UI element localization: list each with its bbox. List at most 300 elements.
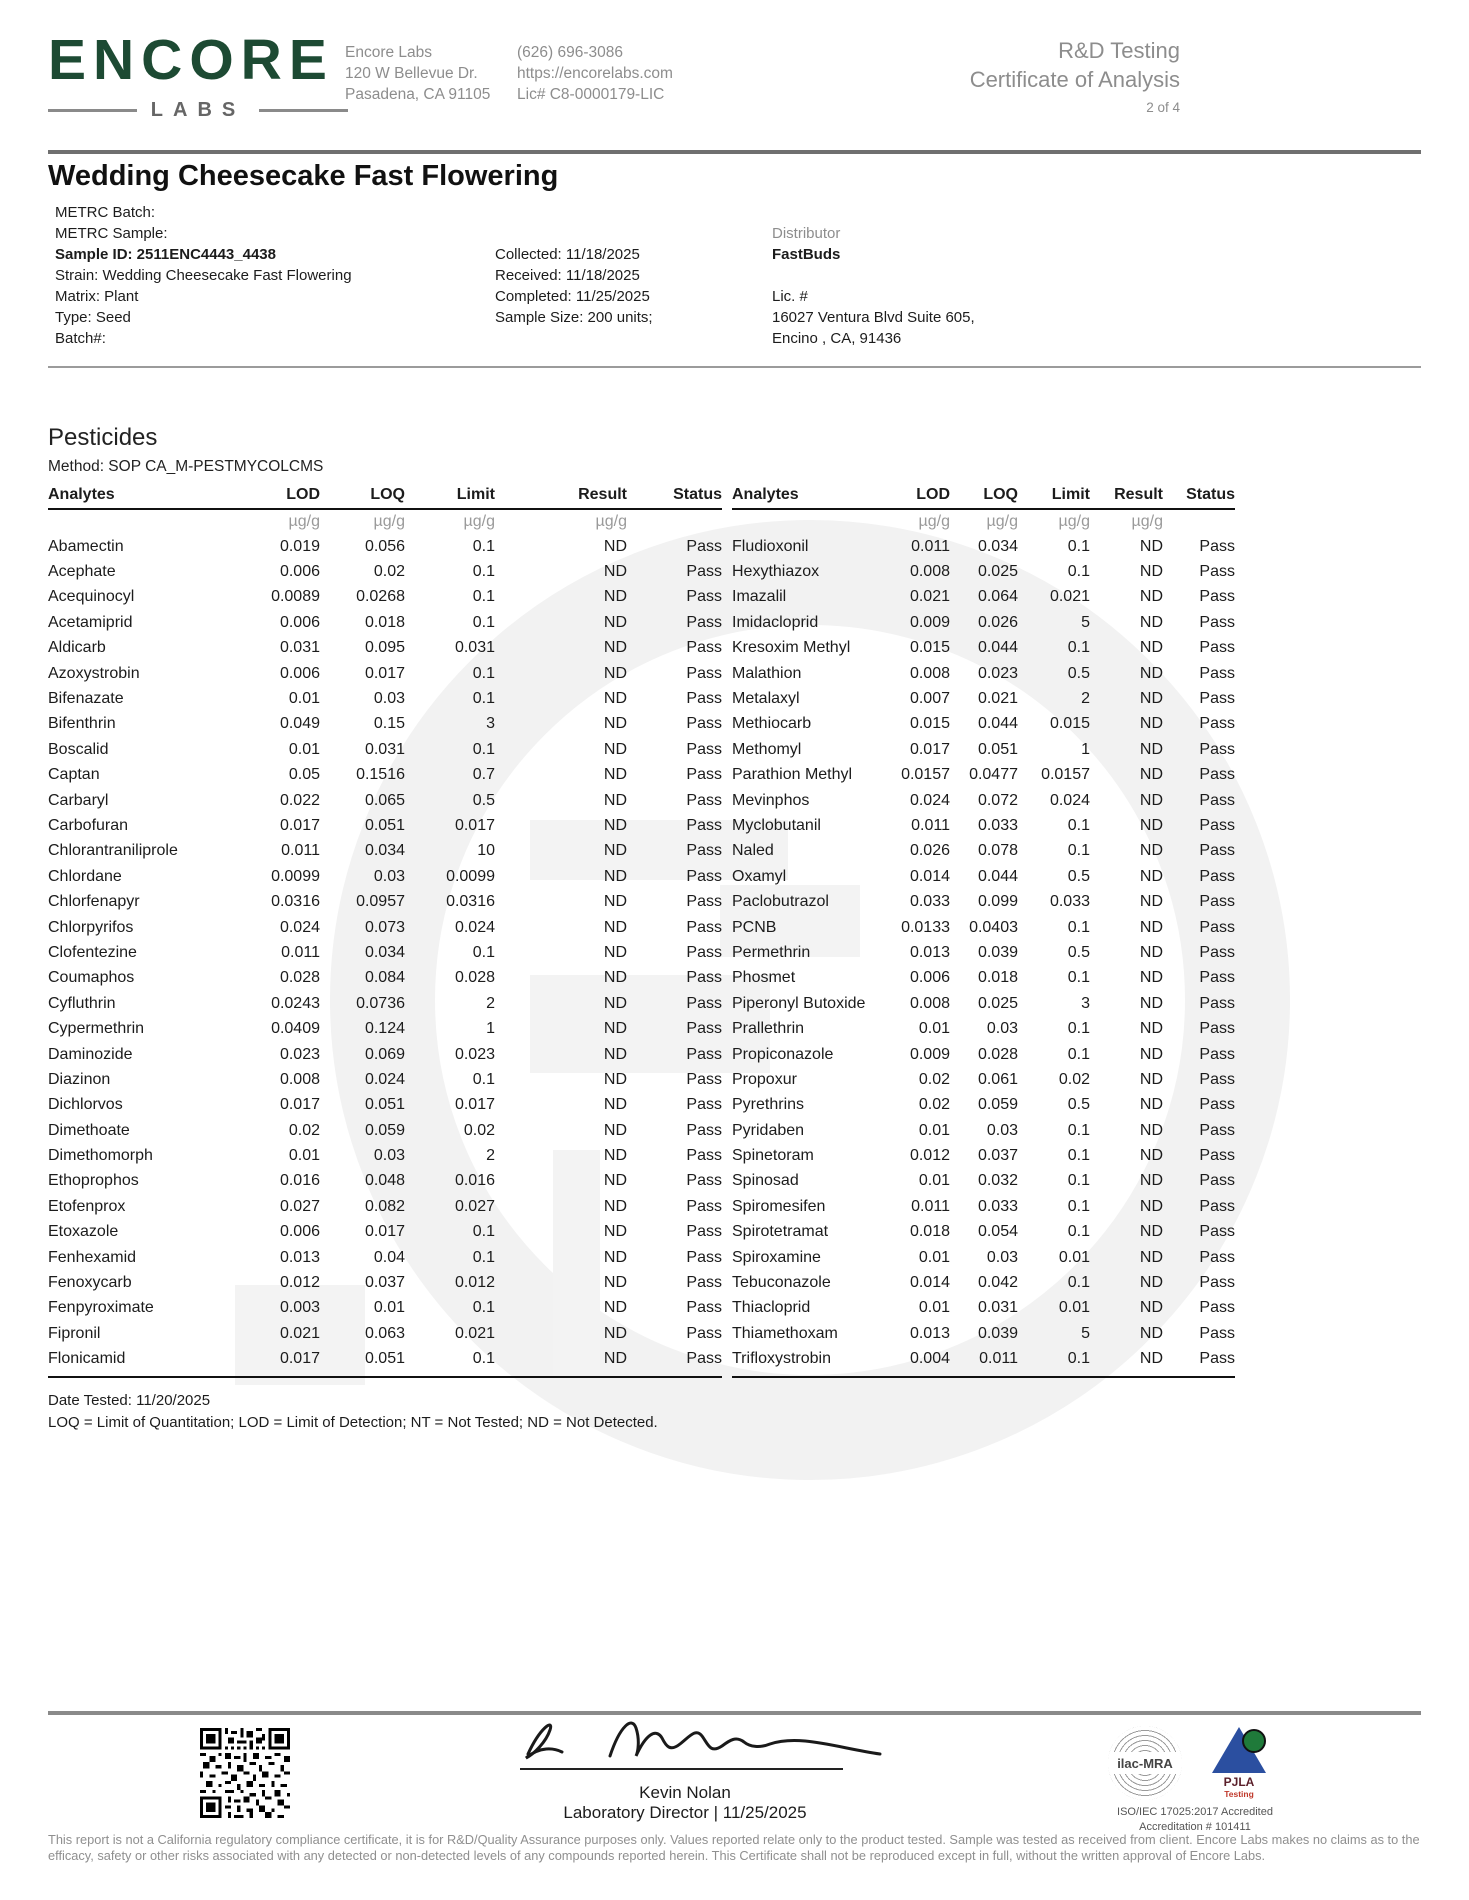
loq-value: 0.048 <box>364 1172 405 1190</box>
distributor-address1: 16027 Ventura Blvd Suite 605, <box>772 309 975 326</box>
status-value: Pass <box>1199 1350 1235 1368</box>
lod-value: 0.017 <box>909 740 950 758</box>
limit-value: 0.0099 <box>446 867 495 885</box>
lod-value: 0.01 <box>288 740 320 758</box>
analyte-name: Parathion Methyl <box>732 766 853 784</box>
lod-value: 0.021 <box>279 1324 320 1342</box>
table-row <box>48 1296 722 1321</box>
metrc-batch: METRC Batch: <box>55 204 156 221</box>
page-indicator: 2 of 4 <box>1146 100 1180 115</box>
lod-value: 0.011 <box>911 816 950 834</box>
status-value: Pass <box>686 664 722 682</box>
table-row <box>732 940 1235 965</box>
col-limit: Limit <box>1051 486 1090 503</box>
status-value: Pass <box>1199 842 1235 860</box>
limit-value: 0.1 <box>472 1070 495 1088</box>
loq-value: 0.017 <box>364 664 405 682</box>
analyte-name: Carbaryl <box>48 791 109 809</box>
analyte-name: Spirotetramat <box>732 1223 829 1241</box>
analyte-name: Abamectin <box>48 537 124 555</box>
col-analytes: Analytes <box>732 486 799 503</box>
analyte-name: Oxamyl <box>732 867 787 885</box>
analyte-name: Fenpyroximate <box>48 1299 154 1317</box>
analyte-name: Cypermethrin <box>48 1020 145 1038</box>
limit-value: 0.1 <box>472 588 495 606</box>
table-row <box>48 1194 722 1219</box>
table-row <box>732 712 1235 737</box>
strain: Strain: Wedding Cheesecake Fast Flowering <box>55 267 352 284</box>
lod-value: 0.01 <box>918 1172 950 1190</box>
status-value: Pass <box>686 1020 722 1038</box>
loq-value: 0.063 <box>364 1324 405 1342</box>
result-value: ND <box>1139 791 1163 809</box>
table-row <box>732 889 1235 914</box>
units-row <box>48 510 722 534</box>
result-value: ND <box>1139 690 1163 708</box>
loq-value: 0.061 <box>977 1070 1018 1088</box>
unit-label: µg/g <box>918 513 950 530</box>
lab-phone: (626) 696-3086 <box>517 44 623 61</box>
status-value: Pass <box>686 1324 722 1342</box>
analyte-name: Aldicarb <box>48 639 106 657</box>
table-row <box>48 763 722 788</box>
analyte-name: Paclobutrazol <box>732 893 829 911</box>
lod-value: 0.009 <box>909 1045 950 1063</box>
result-value: ND <box>603 1197 627 1215</box>
lod-value: 0.01 <box>288 690 320 708</box>
status-value: Pass <box>1199 1096 1235 1114</box>
lod-value: 0.019 <box>279 537 320 555</box>
limit-value: 0.0316 <box>446 893 495 911</box>
loq-value: 0.051 <box>977 740 1018 758</box>
analyte-name: Acequinocyl <box>48 588 135 606</box>
sample-id: Sample ID: 2511ENC4443_4438 <box>55 246 276 263</box>
qr-code <box>200 1728 290 1818</box>
status-value: Pass <box>1199 639 1235 657</box>
analyte-name: Ethoprophos <box>48 1172 139 1190</box>
units-row <box>732 510 1235 534</box>
result-value: ND <box>1139 1070 1163 1088</box>
lod-value: 0.015 <box>909 639 950 657</box>
accreditation-block <box>1080 1726 1310 1835</box>
table-row <box>48 1042 722 1067</box>
table-row <box>732 1245 1235 1270</box>
table-row <box>732 1296 1235 1321</box>
lod-value: 0.028 <box>279 969 320 987</box>
result-value: ND <box>603 1324 627 1342</box>
lod-value: 0.016 <box>279 1172 320 1190</box>
limit-value: 0.015 <box>1049 715 1090 733</box>
loq-value: 0.051 <box>364 1350 405 1368</box>
table-row <box>732 737 1235 762</box>
limit-value: 0.02 <box>463 1121 495 1139</box>
table-row <box>48 737 722 762</box>
table-row <box>732 1270 1235 1295</box>
pjla-logo <box>1196 1727 1282 1799</box>
loq-value: 0.084 <box>364 969 405 987</box>
signer-title: Laboratory Director | 11/25/2025 <box>563 1803 807 1822</box>
col-status: Status <box>1186 486 1235 503</box>
status-value: Pass <box>686 1248 722 1266</box>
analyte-name: Chlordane <box>48 867 122 885</box>
analyte-name: Flonicamid <box>48 1350 126 1368</box>
status-value: Pass <box>686 1172 722 1190</box>
limit-value: 0.1 <box>1067 1121 1090 1139</box>
result-value: ND <box>1139 740 1163 758</box>
status-value: Pass <box>686 1223 722 1241</box>
result-value: ND <box>603 816 627 834</box>
analyte-name: Etoxazole <box>48 1223 119 1241</box>
status-value: Pass <box>1199 1299 1235 1317</box>
loq-value: 0.025 <box>977 994 1018 1012</box>
result-value: ND <box>1139 1045 1163 1063</box>
col-result: Result <box>1114 486 1163 503</box>
table-row <box>48 610 722 635</box>
table-row <box>732 559 1235 584</box>
lab-city: Pasadena, CA 91105 <box>345 86 491 103</box>
analyte-name: Bifenthrin <box>48 715 116 733</box>
analyte-name: Dimethoate <box>48 1121 130 1139</box>
result-value: ND <box>1139 1172 1163 1190</box>
lod-value: 0.006 <box>279 664 320 682</box>
status-value: Pass <box>686 1274 722 1292</box>
analyte-name: Daminozide <box>48 1045 133 1063</box>
analyte-name: Malathion <box>732 664 802 682</box>
analyte-name: Metalaxyl <box>732 690 800 708</box>
analyte-name: Permethrin <box>732 943 811 961</box>
result-value: ND <box>1139 918 1163 936</box>
lod-value: 0.017 <box>279 1350 320 1368</box>
limit-value: 0.1 <box>472 943 495 961</box>
table-body <box>48 534 722 1372</box>
unit-label: µg/g <box>986 513 1018 530</box>
table-header <box>732 482 1235 510</box>
analyte-name: Chlorpyrifos <box>48 918 134 936</box>
distributor-name: FastBuds <box>772 246 841 263</box>
analyte-name: Kresoxim Methyl <box>732 639 851 657</box>
table-row <box>48 585 722 610</box>
result-value: ND <box>1139 1248 1163 1266</box>
analyte-name: Mevinphos <box>732 791 810 809</box>
lod-value: 0.013 <box>909 943 950 961</box>
loq-value: 0.073 <box>364 918 405 936</box>
loq-value: 0.01 <box>373 1299 405 1317</box>
status-value: Pass <box>1199 537 1235 555</box>
result-value: ND <box>603 1248 627 1266</box>
analyte-name: Methiocarb <box>732 715 812 733</box>
analyte-name: Pyridaben <box>732 1121 805 1139</box>
report-type-block <box>820 36 1180 115</box>
limit-value: 5 <box>1081 1324 1090 1342</box>
analyte-name: Thiacloprid <box>732 1299 811 1317</box>
analyte-name: Spinosad <box>732 1172 799 1190</box>
lod-value: 0.023 <box>279 1045 320 1063</box>
table-row <box>732 1169 1235 1194</box>
status-value: Pass <box>1199 1121 1235 1139</box>
page-title: Wedding Cheesecake Fast Flowering <box>48 160 559 192</box>
lod-value: 0.027 <box>279 1197 320 1215</box>
lod-value: 0.017 <box>279 1096 320 1114</box>
analyte-name: Dichlorvos <box>48 1096 123 1114</box>
analyte-name: Trifloxystrobin <box>732 1350 831 1368</box>
limit-value: 0.031 <box>454 639 495 657</box>
result-value: ND <box>1139 943 1163 961</box>
analyte-name: Captan <box>48 766 100 784</box>
result-value: ND <box>603 1274 627 1292</box>
lod-value: 0.014 <box>909 867 950 885</box>
status-value: Pass <box>1199 943 1235 961</box>
result-value: ND <box>1139 766 1163 784</box>
status-value: Pass <box>686 1096 722 1114</box>
analyte-name: Bifenazate <box>48 690 124 708</box>
result-value: ND <box>603 563 627 581</box>
limit-value: 0.1 <box>472 690 495 708</box>
analyte-name: Acetamiprid <box>48 613 133 631</box>
table-row <box>732 839 1235 864</box>
limit-value: 0.1 <box>472 537 495 555</box>
table-row <box>48 915 722 940</box>
distributor-address2: Encino , CA, 91436 <box>772 330 902 347</box>
table-row <box>48 712 722 737</box>
limit-value: 0.1 <box>1067 1223 1090 1241</box>
result-value: ND <box>1139 613 1163 631</box>
table-row <box>732 1042 1235 1067</box>
distributor-license: Lic. # <box>772 288 808 305</box>
lod-value: 0.018 <box>909 1223 950 1241</box>
lab-website[interactable]: https://encorelabs.com <box>517 65 673 82</box>
status-value: Pass <box>1199 1248 1235 1266</box>
result-value: ND <box>603 766 627 784</box>
loq-value: 0.034 <box>364 943 405 961</box>
table-row <box>48 661 722 686</box>
lod-value: 0.003 <box>279 1299 320 1317</box>
analyte-name: Diazinon <box>48 1070 111 1088</box>
table-body <box>732 534 1235 1372</box>
col-loq: LOQ <box>983 486 1018 503</box>
analyte-name: Spinetoram <box>732 1147 814 1165</box>
limit-value: 0.7 <box>472 766 495 784</box>
status-value: Pass <box>1199 613 1235 631</box>
lod-value: 0.007 <box>909 690 950 708</box>
status-value: Pass <box>1199 867 1235 885</box>
lab-street: 120 W Bellevue Dr. <box>345 65 478 82</box>
status-value: Pass <box>1199 969 1235 987</box>
qr-code-graphic <box>200 1728 290 1818</box>
status-value: Pass <box>1199 740 1235 758</box>
limit-value: 0.024 <box>1049 791 1090 809</box>
lod-value: 0.022 <box>279 791 320 809</box>
loq-value: 0.0957 <box>356 893 405 911</box>
sample-type: Type: Seed <box>55 309 131 326</box>
status-value: Pass <box>686 690 722 708</box>
matrix: Matrix: Plant <box>55 288 139 305</box>
table-row <box>732 1220 1235 1245</box>
limit-value: 2 <box>486 1147 495 1165</box>
result-value: ND <box>603 1147 627 1165</box>
result-value: ND <box>603 1020 627 1038</box>
logo-bar-right <box>259 109 348 112</box>
table-row <box>48 991 722 1016</box>
analyte-name: Thiamethoxam <box>732 1324 838 1342</box>
lod-value: 0.0243 <box>271 994 320 1012</box>
lod-value: 0.01 <box>918 1248 950 1266</box>
loq-value: 0.0268 <box>356 588 405 606</box>
loq-value: 0.026 <box>977 613 1018 631</box>
result-value: ND <box>603 1045 627 1063</box>
result-value: ND <box>603 867 627 885</box>
loq-value: 0.032 <box>977 1172 1018 1190</box>
result-value: ND <box>1139 1197 1163 1215</box>
lod-value: 0.01 <box>918 1121 950 1139</box>
loq-value: 0.028 <box>977 1045 1018 1063</box>
result-value: ND <box>1139 664 1163 682</box>
loq-value: 0.03 <box>986 1020 1018 1038</box>
status-value: Pass <box>686 1070 722 1088</box>
loq-value: 0.0477 <box>969 766 1018 784</box>
table-row <box>48 1245 722 1270</box>
metrc-sample: METRC Sample: <box>55 225 168 242</box>
analyte-name: Cyfluthrin <box>48 994 116 1012</box>
analyte-name: Chlorfenapyr <box>48 893 140 911</box>
result-value: ND <box>1139 1324 1163 1342</box>
limit-value: 1 <box>486 1020 495 1038</box>
signature-line <box>520 1768 843 1770</box>
pjla-sublabel: Testing <box>1224 1789 1254 1799</box>
col-loq: LOQ <box>370 486 405 503</box>
loq-value: 0.031 <box>364 740 405 758</box>
loq-value: 0.031 <box>977 1299 1018 1317</box>
limit-value: 0.1 <box>472 1248 495 1266</box>
lod-value: 0.008 <box>909 563 950 581</box>
result-value: ND <box>1139 537 1163 555</box>
lod-value: 0.02 <box>918 1096 950 1114</box>
loq-value: 0.034 <box>977 537 1018 555</box>
analyte-name: Naled <box>732 842 774 860</box>
analyte-name: Tebuconazole <box>732 1274 831 1292</box>
limit-value: 0.023 <box>454 1045 495 1063</box>
result-value: ND <box>603 1223 627 1241</box>
lod-value: 0.024 <box>279 918 320 936</box>
ilac-mra-seal <box>1108 1726 1182 1800</box>
limit-value: 0.02 <box>1058 1070 1090 1088</box>
pjla-label: PJLA <box>1223 1775 1255 1789</box>
table-row <box>732 1321 1235 1346</box>
loq-value: 0.044 <box>977 715 1018 733</box>
table-row <box>732 1347 1235 1372</box>
status-value: Pass <box>1199 1070 1235 1088</box>
status-value: Pass <box>1199 1324 1235 1342</box>
limit-value: 1 <box>1081 740 1090 758</box>
result-value: ND <box>1139 867 1163 885</box>
logo-wordmark: ENCORE <box>48 28 334 92</box>
lab-name: Encore Labs <box>345 44 433 61</box>
result-value: ND <box>1139 816 1163 834</box>
limit-value: 0.021 <box>1049 588 1090 606</box>
table-row <box>48 1321 722 1346</box>
loq-value: 0.025 <box>977 563 1018 581</box>
pesticides-table-left <box>48 482 722 1378</box>
table-row <box>48 889 722 914</box>
table-header <box>48 482 722 510</box>
table-row <box>732 991 1235 1016</box>
analyte-name: PCNB <box>732 918 777 936</box>
status-value: Pass <box>686 563 722 581</box>
result-value: ND <box>603 893 627 911</box>
table-row <box>48 1093 722 1118</box>
result-value: ND <box>1139 1147 1163 1165</box>
status-value: Pass <box>686 816 722 834</box>
status-value: Pass <box>1199 715 1235 733</box>
limit-value: 0.028 <box>454 969 495 987</box>
loq-value: 0.054 <box>977 1223 1018 1241</box>
limit-value: 0.027 <box>454 1197 495 1215</box>
result-value: ND <box>603 1096 627 1114</box>
unit-label: µg/g <box>288 513 320 530</box>
lod-value: 0.009 <box>909 613 950 631</box>
analyte-name: Spiroxamine <box>732 1248 821 1266</box>
lod-value: 0.0157 <box>901 766 950 784</box>
status-value: Pass <box>1199 1147 1235 1165</box>
analyte-name: Carbofuran <box>48 816 129 834</box>
lod-value: 0.011 <box>911 537 950 555</box>
lod-value: 0.026 <box>909 842 950 860</box>
loq-value: 0.059 <box>977 1096 1018 1114</box>
limit-value: 3 <box>1081 994 1090 1012</box>
result-value: ND <box>1139 588 1163 606</box>
limit-value: 0.033 <box>1049 893 1090 911</box>
analyte-name: Myclobutanil <box>732 816 821 834</box>
lab-contact-block <box>517 42 673 105</box>
table-row <box>732 610 1235 635</box>
result-value: ND <box>1139 1121 1163 1139</box>
status-value: Pass <box>686 1147 722 1165</box>
section-divider <box>48 366 1421 368</box>
analyte-name: Dimethomorph <box>48 1147 153 1165</box>
limit-value: 0.1 <box>1067 1197 1090 1215</box>
analyte-name: Propoxur <box>732 1070 797 1088</box>
lod-value: 0.0409 <box>271 1020 320 1038</box>
result-value: ND <box>603 613 627 631</box>
status-value: Pass <box>1199 1197 1235 1215</box>
logo-labs-text: LABS <box>150 99 246 121</box>
limit-value: 0.5 <box>1067 943 1090 961</box>
lod-value: 0.049 <box>279 715 320 733</box>
loq-value: 0.069 <box>364 1045 405 1063</box>
loq-value: 0.017 <box>364 1223 405 1241</box>
loq-value: 0.03 <box>373 1147 405 1165</box>
loq-value: 0.082 <box>364 1197 405 1215</box>
status-value: Pass <box>686 867 722 885</box>
limit-value: 0.5 <box>1067 867 1090 885</box>
lod-value: 0.006 <box>279 563 320 581</box>
limit-value: 0.1 <box>1067 842 1090 860</box>
limit-value: 0.5 <box>1067 1096 1090 1114</box>
loq-value: 0.033 <box>977 816 1018 834</box>
limit-value: 0.01 <box>1058 1299 1090 1317</box>
loq-value: 0.1516 <box>356 766 405 784</box>
limit-value: 2 <box>486 994 495 1012</box>
table-row <box>732 1194 1235 1219</box>
table-row <box>48 1220 722 1245</box>
ilac-mra-label: ilac-MRA <box>1108 1752 1182 1774</box>
status-value: Pass <box>1199 664 1235 682</box>
analyte-name: Clofentezine <box>48 943 137 961</box>
col-limit: Limit <box>456 486 495 503</box>
table-row <box>732 813 1235 838</box>
result-value: ND <box>603 1350 627 1368</box>
analyte-name: Etofenprox <box>48 1197 126 1215</box>
loq-value: 0.095 <box>364 639 405 657</box>
